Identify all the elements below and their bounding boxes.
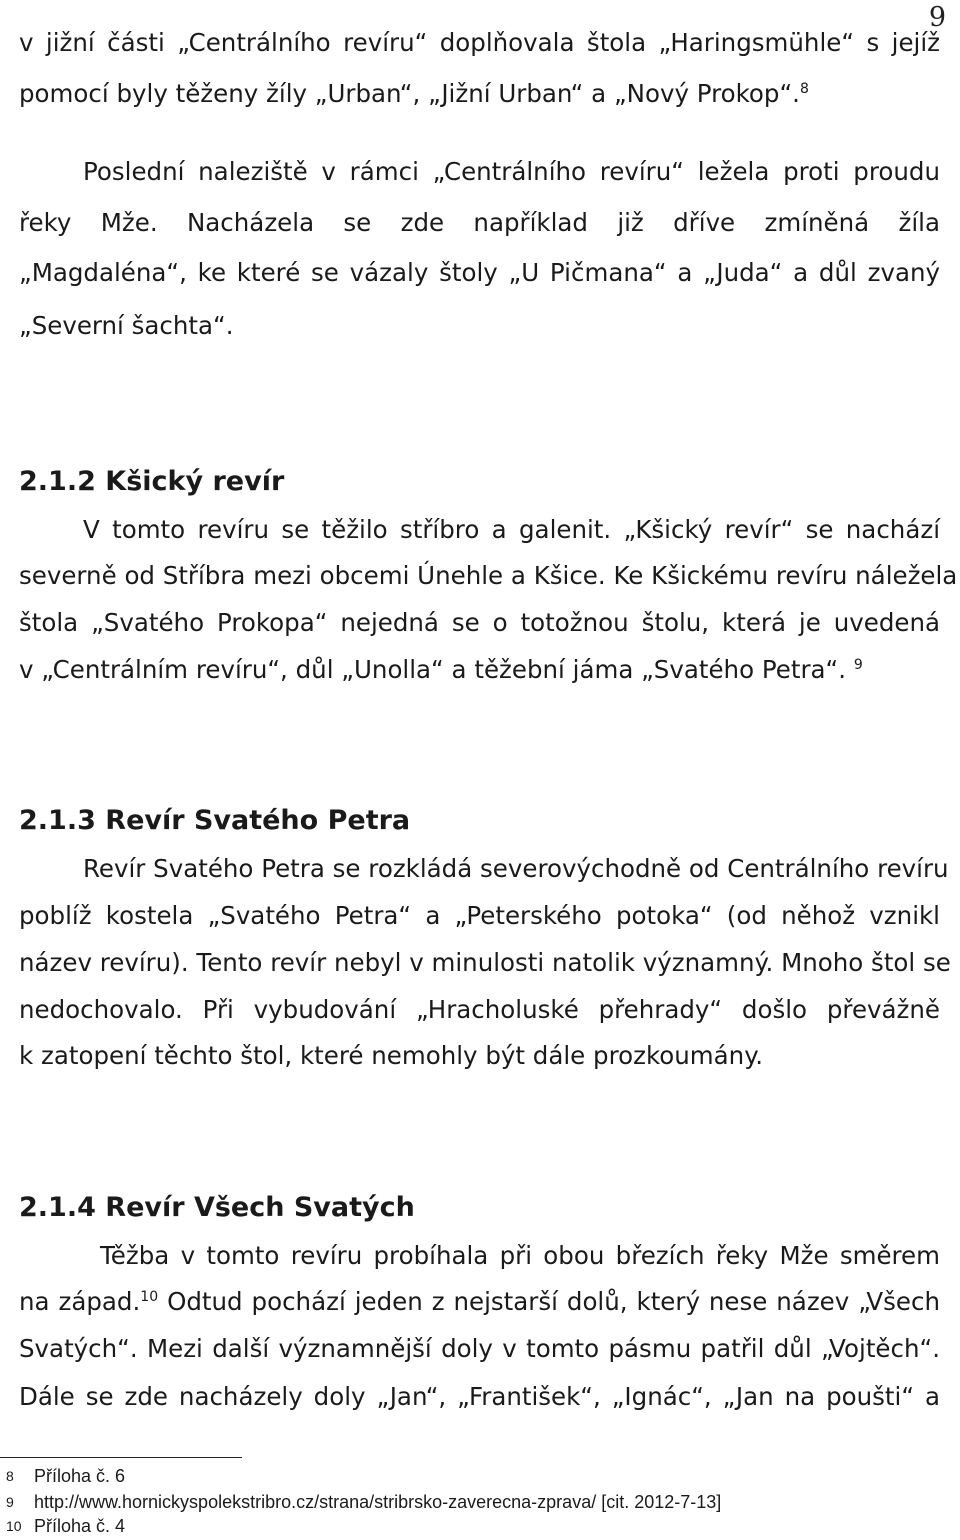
- paragraph-line: [19, 655, 940, 685]
- footnote: [0, 1465, 125, 1487]
- paragraph-line: Poslední naleziště v rámci „Centrálního revíru“ ležela proti proudu: [83, 157, 940, 186]
- section-heading: 2.1.4 Revír Všech Svatých: [19, 1192, 415, 1223]
- paragraph-line: poblíž kostela „Svatého Petra“ a „Peterského potoka“ (od něhož vznikl: [19, 901, 940, 930]
- section-heading: 2.1.3 Revír Svatého Petra: [19, 805, 411, 836]
- footnote-number: 9: [6, 1494, 14, 1510]
- paragraph-line: Dále se zde nacházely doly „Jan“, „František“, „Ignác“, „Jan na poušti“ a: [19, 1382, 940, 1411]
- paragraph-line: štola „Svatého Prokopa“ nejedná se o totožnou štolu, která je uvedená: [19, 608, 940, 637]
- paragraph-line: řeky Mže. Nacházela se zde například již dříve zmíněná žíla: [19, 208, 940, 237]
- paragraph-line: severně od Stříbra mezi obcemi Únehle a Kšice. Ke Kšickému revíru náležela: [19, 561, 958, 590]
- paragraph-line: Svatých“. Mezi další významnější doly v tomto pásmu patřil důl „Vojtěch“.: [19, 1334, 940, 1363]
- paragraph-line: V tomto revíru se těžilo stříbro a galenit. „Kšický revír“ se nachází: [83, 515, 940, 544]
- footnote: [0, 1515, 125, 1537]
- paragraph-line: název revíru). Tento revír nebyl v minulosti natolik významný. Mnoho štol se: [19, 948, 951, 977]
- paragraph-line: „Magdaléna“, ke které se vázaly štoly „U Pičmana“ a „Juda“ a důl zvaný: [19, 258, 940, 287]
- footnote-text: Příloha č. 6: [34, 1466, 126, 1486]
- page-number: 9: [928, 2, 946, 33]
- paragraph-line: [19, 79, 940, 109]
- paragraph-line: nedochovalo. Při vybudování „Hracholuské přehrady“ došlo převážně: [19, 995, 940, 1024]
- footnote-ref: 9: [853, 656, 863, 673]
- footnote-ref: 8: [799, 80, 809, 97]
- footnote: [0, 1491, 721, 1513]
- line-text: pomocí byly těženy žíly „Urban“, „Jižní Urban“ a „Nový Prokop“.: [19, 79, 800, 108]
- paragraph-line: k zatopení těchto štol, které nemohly být dále prozkoumány.: [19, 1041, 763, 1070]
- line-text: na západ.: [19, 1287, 141, 1316]
- paragraph-line: „Severní šachta“.: [19, 311, 234, 340]
- section-heading: 2.1.2 Kšický revír: [19, 466, 285, 497]
- paragraph-line: Těžba v tomto revíru probíhala při obou březích řeky Mže směrem: [100, 1241, 940, 1270]
- paragraph-line: [19, 1287, 940, 1317]
- footnote-number: 8: [6, 1468, 14, 1484]
- footnote-text: Příloha č. 4: [34, 1516, 126, 1536]
- footnote-ref: 10: [140, 1288, 159, 1305]
- footnote-separator: [0, 1457, 242, 1458]
- line-text: v „Centrálním revíru“, důl „Unolla“ a těžební jáma „Svatého Petra“.: [19, 655, 847, 684]
- paragraph-line: Revír Svatého Petra se rozkládá severovýchodně od Centrálního revíru: [83, 854, 949, 883]
- paragraph-line: v jižní části „Centrálního revíru“ doplňovala štola „Haringsmühle“ s jejíž: [19, 28, 940, 57]
- footnote-link[interactable]: http://www.hornickyspolekstribro.cz/strana/stribrsko-zaverecna-zprava/ [cit. 2012-7-13]: [34, 1492, 722, 1512]
- line-text: Odtud pochází jeden z nejstarší dolů, který nese název „Všech: [167, 1287, 940, 1316]
- footnote-number: 10: [6, 1518, 22, 1534]
